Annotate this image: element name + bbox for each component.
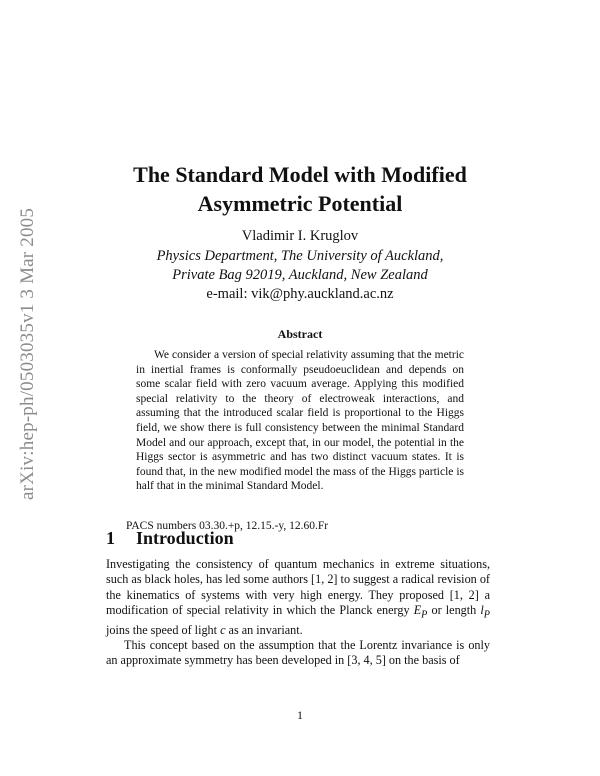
speed-of-light-symbol: c	[220, 622, 226, 637]
planck-energy-symbol	[413, 602, 428, 621]
paragraph-1-text-d: as an invariant.	[225, 622, 303, 637]
paper-title	[95, 160, 505, 218]
abstract-text: We consider a version of special relativity assuming that the metric in inertial frames is conformally pseudoeuclidean and depends on some scalar field with zero vacuum average. Applying this modified special relativity to the theory of electroweak interactions, and assuming that the introduced scalar field is proportional to the Higgs field, we show there is full consistency between the minimal Standard Model and our approach, except that, in our model, the potential in the Higgs sector is asymmetric and has two distinct vacuum states. It is found that, in the new modified model the mass of the Higgs particle is half that in the minimal Standard Model.	[136, 349, 464, 493]
planck-length-symbol	[480, 602, 490, 621]
paragraph-1	[106, 557, 490, 638]
paper-title-line-1: The Standard Model with Modified	[133, 162, 467, 187]
abstract-heading: Abstract	[277, 327, 323, 341]
affiliation-line-2: Private Bag 92019, Auckland, New Zealand	[172, 267, 428, 283]
planck-energy-subscript: P	[421, 609, 428, 621]
author-block	[95, 227, 505, 304]
paragraph-1-text-a: Investigating the consistency of quantum mechanics in extreme situations, such as black holes, has led some authors [1, 2] to suggest a radical revision of the kinematics of systems with very high energy. They proposed [1, 2] a modification of special relativity in which the Planck energy	[106, 557, 490, 617]
planck-length-letter: l	[480, 602, 484, 617]
section-heading	[106, 526, 486, 550]
body-text	[106, 557, 490, 669]
paragraph-2: This concept based on the assumption that the Lorentz invariance is only an approximate symmetry has been developed in [3, 4, 5] on the basis of	[106, 637, 490, 668]
section-number: 1	[106, 528, 115, 548]
planck-energy-letter: E	[413, 602, 422, 617]
pacs-numbers: PACS numbers 03.30.+p, 12.15.-y, 12.60.Fr	[126, 520, 329, 532]
paper-title-line-2: Asymmetric Potential	[197, 191, 403, 216]
affiliation-line-1: Physics Department, The University of Auckland,	[156, 248, 444, 264]
planck-length-subscript: P	[483, 609, 490, 621]
paragraph-1-text-c: joins the speed of light	[106, 622, 221, 637]
page-number: 1	[297, 708, 303, 722]
author-email: e-mail: vik@phy.auckland.ac.nz	[206, 286, 394, 302]
section-title: Introduction	[136, 528, 234, 548]
paragraph-1-text-b: or length	[427, 602, 481, 617]
author-name: Vladimir I. Kruglov	[241, 228, 359, 244]
arxiv-identifier: arXiv:hep-ph/0503035v1 3 Mar 2005	[17, 207, 38, 500]
